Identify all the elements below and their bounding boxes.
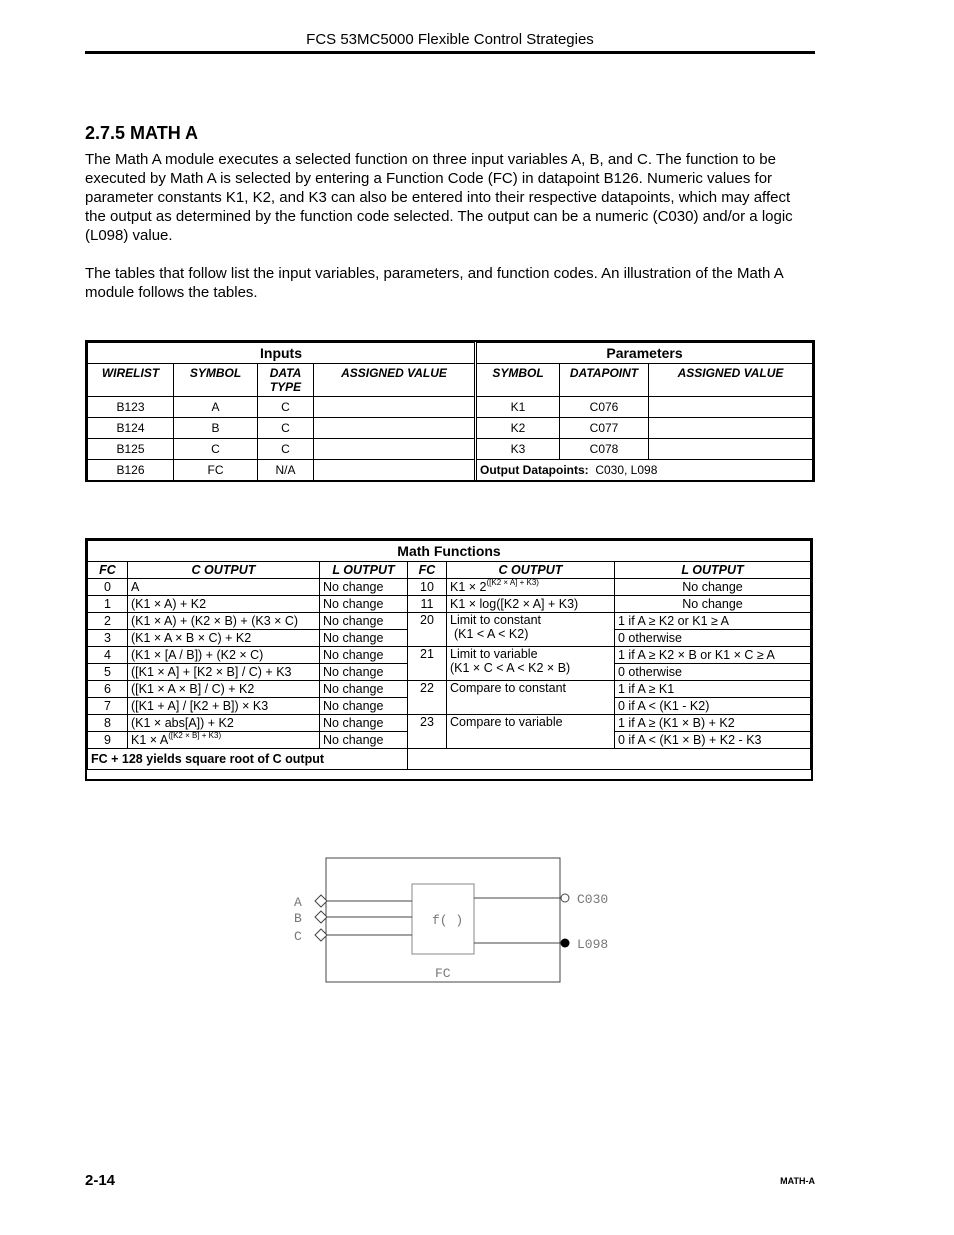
l-output-cell: 1 if A ≥ K2 × B or K1 × C ≥ A — [615, 647, 811, 664]
l-output-cell: No change — [320, 732, 408, 749]
cell: FC — [174, 460, 258, 481]
output-l098-port — [561, 939, 570, 948]
input-a-diamond — [315, 895, 327, 907]
fc21-line1: Limit to variable — [450, 647, 538, 661]
col-header: L OUTPUT — [320, 562, 408, 579]
fc20-line2: (K1 < A < K2) — [454, 627, 529, 641]
fc-cell: 4 — [88, 647, 128, 664]
table-row — [88, 418, 475, 439]
fc-cell: 8 — [88, 715, 128, 732]
l-output-cell: 1 if A ≥ K2 or K1 ≥ A — [615, 613, 811, 630]
c-output-cell — [128, 732, 320, 749]
fc-cell: 20 — [408, 613, 447, 647]
cell: B — [174, 418, 258, 439]
fc-cell: 5 — [88, 664, 128, 681]
cell — [649, 418, 813, 439]
c-output-cell: A — [128, 579, 320, 596]
c-output-cell: K1 × log([K2 × A] + K3) — [447, 596, 615, 613]
c-output-cell — [447, 647, 615, 681]
output-l098-label: L098 — [577, 937, 609, 952]
math-functions-caption: Math Functions — [88, 541, 811, 562]
table-row — [477, 418, 813, 439]
output-datapoints — [477, 460, 813, 481]
l-output-cell: 1 if A ≥ (K1 × B) + K2 — [615, 715, 811, 732]
output-datapoints-row — [477, 460, 813, 481]
cell: C — [258, 439, 314, 460]
input-c-diamond — [315, 929, 327, 941]
input-c-label: C — [294, 929, 302, 944]
col-header: ASSIGNED VALUE — [314, 364, 475, 397]
cell: C076 — [560, 397, 649, 418]
l-output-cell: 1 if A ≥ K1 — [615, 681, 811, 698]
c-output-cell: ([K1 + A] / [K2 + B]) × K3 — [128, 698, 320, 715]
inputs-caption: Inputs — [88, 343, 475, 364]
fc9-base: K1 × A — [131, 733, 169, 747]
cell: B125 — [88, 439, 174, 460]
l-output-cell: No change — [320, 613, 408, 630]
tables-paragraph: The tables that follow list the input variables, parameters, and function codes. An illustration of the Math A module follows the tables. — [85, 265, 783, 301]
cell: C078 — [560, 439, 649, 460]
inputs-table — [87, 342, 475, 481]
input-b-label: B — [294, 911, 302, 926]
table-row — [88, 613, 811, 630]
col-header: WIRELIST — [88, 364, 174, 397]
fc-cell: 1 — [88, 596, 128, 613]
cell — [649, 439, 813, 460]
cell — [314, 460, 475, 481]
fc-cell: 10 — [408, 579, 447, 596]
col-header: FC — [88, 562, 128, 579]
fc-cell: 7 — [88, 698, 128, 715]
cell — [649, 397, 813, 418]
c-output-cell: (K1 × abs[A]) + K2 — [128, 715, 320, 732]
inputs-parameters-table — [85, 340, 815, 482]
c-output-cell: (K1 × A) + K2 — [128, 596, 320, 613]
parameters-caption: Parameters — [477, 343, 813, 364]
output-c030-label: C030 — [577, 892, 609, 907]
cell: C — [258, 418, 314, 439]
fc-cell: 9 — [88, 732, 128, 749]
col-header: DATAPOINT — [560, 364, 649, 397]
fc-cell: 3 — [88, 630, 128, 647]
col-header: C OUTPUT — [128, 562, 320, 579]
l-output-cell: No change — [320, 596, 408, 613]
math-a-block-diagram — [280, 850, 640, 990]
fc-cell: 23 — [408, 715, 447, 749]
l-output-cell: 0 if A < (K1 × B) + K2 - K3 — [615, 732, 811, 749]
l-output-cell: No change — [615, 579, 811, 596]
table-row — [477, 397, 813, 418]
parameters-table — [476, 342, 813, 481]
c-output-cell: (K1 × A × B × C) + K2 — [128, 630, 320, 647]
fc9-exponent: ([K2 × B] + K3) — [168, 731, 222, 740]
fc-cell: 22 — [408, 681, 447, 715]
col-header: SYMBOL — [477, 364, 560, 397]
fc-cell: 11 — [408, 596, 447, 613]
c-output-cell: (K1 × [A / B]) + (K2 × C) — [128, 647, 320, 664]
c-output-cell — [447, 613, 615, 647]
input-a-label: A — [294, 895, 302, 910]
l-output-cell: No change — [320, 698, 408, 715]
table-row — [88, 715, 811, 732]
l-output-cell: No change — [320, 715, 408, 732]
cell: N/A — [258, 460, 314, 481]
table-row — [88, 596, 811, 613]
footer-tag: MATH-A — [780, 1176, 815, 1186]
fc21-line2: (K1 × C < A < K2 × B) — [450, 661, 571, 675]
input-b-diamond — [315, 911, 327, 923]
fc10-exponent: ([K2 × A] + K3) — [486, 578, 539, 587]
c-output-cell: Compare to constant — [447, 681, 615, 715]
header-rule — [85, 51, 815, 54]
table-row — [88, 460, 475, 481]
intro-paragraph: The Math A module executes a selected function on three input variables A, B, and C. The function to be executed by Math A is selected by entering a Function Code (FC) in datapoint B126. Numeric values for parameter constants K1, K2, and K3 can also be entered into their respective datapoints, which may affect the output as determined by the function code selected. The output can be a numeric (C030) and/or a logic (L098) value. — [85, 151, 793, 244]
output-c030-port — [561, 894, 569, 902]
table-row — [477, 439, 813, 460]
cell — [314, 397, 475, 418]
footnote: FC + 128 yields square root of C output — [88, 749, 408, 770]
output-datapoints-value: C030, L098 — [595, 463, 658, 477]
cell: B124 — [88, 418, 174, 439]
cell: A — [174, 397, 258, 418]
l-output-cell: No change — [615, 596, 811, 613]
output-datapoints-label: Output Datapoints: — [480, 463, 589, 477]
table-row — [88, 681, 811, 698]
c-output-cell: Compare to variable — [447, 715, 615, 749]
fc20-line1: Limit to constant — [450, 613, 542, 627]
page-number: 2-14 — [85, 1172, 116, 1189]
col-header: ASSIGNED VALUE — [649, 364, 813, 397]
cell: B126 — [88, 460, 174, 481]
cell: K2 — [477, 418, 560, 439]
col-header: C OUTPUT — [447, 562, 615, 579]
l-output-cell: No change — [320, 647, 408, 664]
col-header: SYMBOL — [174, 364, 258, 397]
cell: C — [258, 397, 314, 418]
fc-cell: 0 — [88, 579, 128, 596]
cell: C — [174, 439, 258, 460]
fc-cell: 2 — [88, 613, 128, 630]
l-output-cell: 0 otherwise — [615, 664, 811, 681]
math-functions-table — [85, 538, 813, 781]
cell — [314, 418, 475, 439]
table-row — [88, 439, 475, 460]
l-output-cell: No change — [320, 664, 408, 681]
cell — [314, 439, 475, 460]
l-output-cell: No change — [320, 681, 408, 698]
col-header: FC — [408, 562, 447, 579]
fc-label: FC — [435, 966, 451, 981]
cell: C077 — [560, 418, 649, 439]
l-output-cell: No change — [320, 630, 408, 647]
table-row — [88, 647, 811, 664]
cell: B123 — [88, 397, 174, 418]
table-row — [88, 397, 475, 418]
table-row — [88, 579, 811, 596]
c-output-cell: ([K1 × A] + [K2 × B] / C) + K3 — [128, 664, 320, 681]
section-title: 2.7.5 MATH A — [85, 123, 199, 143]
l-output-cell: No change — [320, 579, 408, 596]
col-header: L OUTPUT — [615, 562, 811, 579]
fc-cell: 21 — [408, 647, 447, 681]
fc-cell: 6 — [88, 681, 128, 698]
col-header: DATA TYPE — [258, 364, 314, 397]
c-output-cell — [447, 579, 615, 596]
fc10-base: K1 × 2 — [450, 580, 487, 594]
c-output-cell: ([K1 × A × B] / C) + K2 — [128, 681, 320, 698]
cell: K3 — [477, 439, 560, 460]
c-output-cell: (K1 × A) + (K2 × B) + (K3 × C) — [128, 613, 320, 630]
empty-cell — [408, 749, 811, 770]
l-output-cell: 0 if A < (K1 - K2) — [615, 698, 811, 715]
l-output-cell: 0 otherwise — [615, 630, 811, 647]
running-header: FCS 53MC5000 Flexible Control Strategies — [306, 31, 594, 48]
cell: K1 — [477, 397, 560, 418]
function-label: f( ) — [432, 913, 464, 928]
footnote-row — [88, 749, 811, 770]
